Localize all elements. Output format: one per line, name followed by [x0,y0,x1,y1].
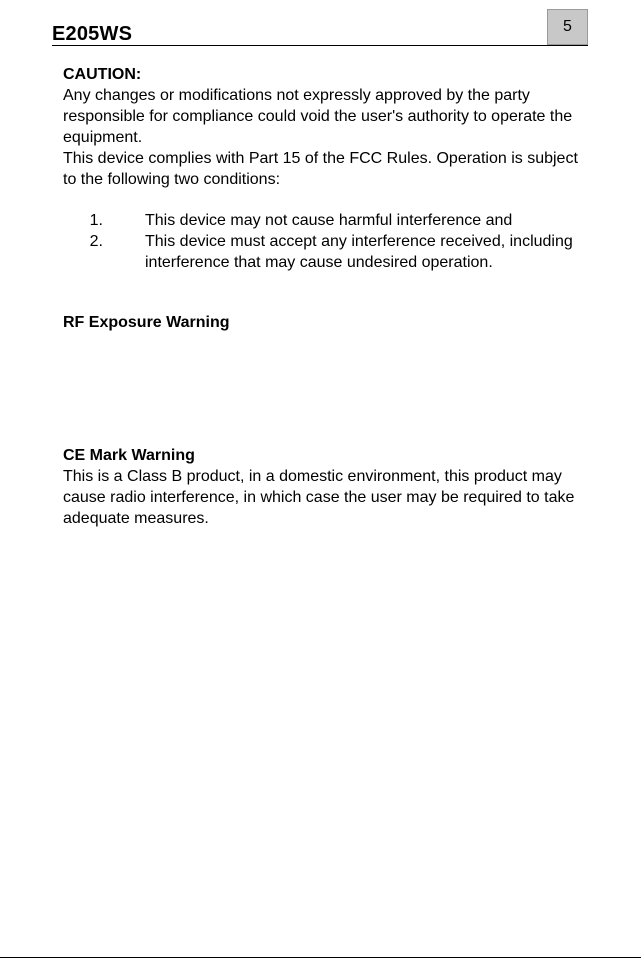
ce-mark-section [63,445,583,529]
page-number: 5 [563,18,572,35]
caution-heading: CAUTION: [63,66,142,83]
ce-mark-heading: CE Mark Warning [63,447,195,464]
ce-mark-paragraph: This is a Class B product, in a domestic environment, this product may cause radio interference, in which case the user may be required to take adequate measures. [63,468,575,527]
list-item-text: This device must accept any interference received, including interference that may cause undesired operation. [145,233,573,271]
footer-divider [0,957,641,958]
page-header [52,20,588,46]
conditions-list [63,210,583,273]
list-item [63,210,583,231]
document-title: E205WS [52,23,133,45]
rf-exposure-heading: RF Exposure Warning [63,314,230,331]
caution-paragraph-2: This device complies with Part 15 of the FCC Rules. Operation is subject to the following two conditions: [63,150,578,188]
list-item-number: 1. [89,212,103,229]
caution-paragraph-1: Any changes or modifications not expressly approved by the party responsible for compliance could void the user's authority to operate the equipment. [63,87,573,146]
list-item-number: 2. [89,233,103,250]
list-item-text: This device may not cause harmful interference and [145,212,513,229]
list-item [63,231,583,273]
caution-section [63,64,583,273]
page-number-box [547,9,588,45]
header-divider [52,45,588,46]
